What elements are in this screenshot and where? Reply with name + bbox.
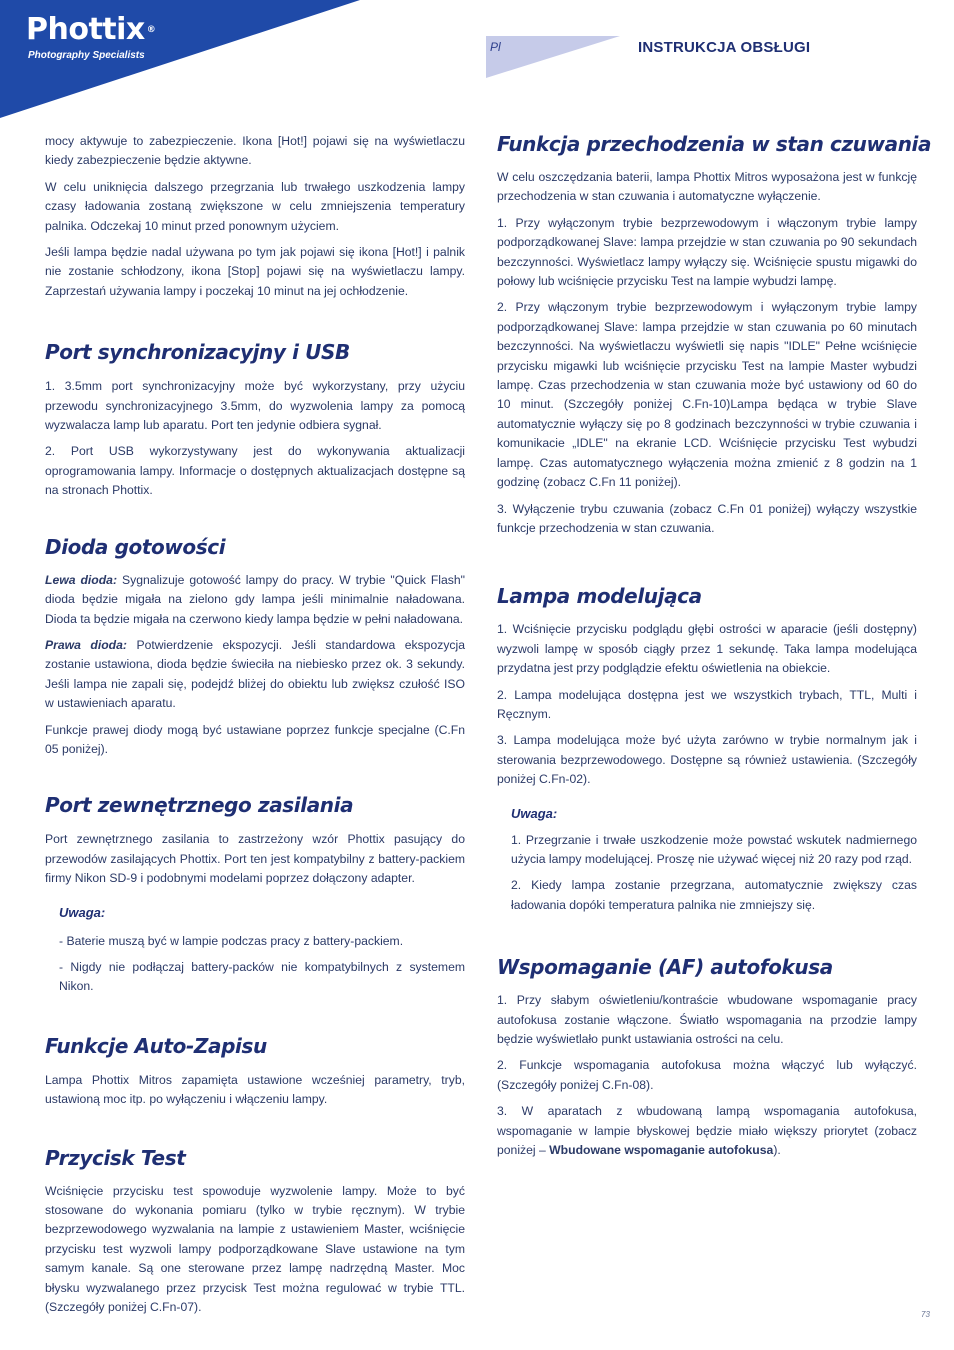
af-builtin-reference: Wbudowane wspomaganie autofokusa <box>549 1143 774 1158</box>
sync-paragraph-1: 1. 3.5mm port synchronizacyjny może być wykorzystany, przy użyciu przewodu synchronizacyjnego 3.5mm, do wyzwolenia lampy za pomocą wyzwalacza lamp lub aparatu. Port ten jedynie odbiera sygnał. <box>45 379 465 433</box>
af-paragraph-3-start: 3. W aparatach z wbudowaną lampą wspomagania autofokusa, wspomaganie w lampie błyskowej będzie miało większy priorytet (zobacz poniżej – <box>497 1104 917 1158</box>
overheat-paragraph-2: W celu uniknięcia dalszego przegrzania lub trwałego uszkodzenia lampy czasy ładowania zostaną zwiększone w celu zmniejszenia temperatury palnika. Odczekaj 10 minut przed ponownym użyciem. <box>45 179 465 233</box>
standby-paragraph-3: 2. Przy włączonym trybie bezprzewodowym i wyłączonym trybie lampy podporządkowanej Slave: lampa przejdzie w stan czuwania po 60 minutach bezczynności. Na wyświetlaczu wyświetli się napis "IDLE" Pełne wciśnięcie przycisku migawki lub wciśnięcie przycisku Test na lampie Master wybudzi lampę. Czas przechodzenia w stan czuwania może być ustawiony od 60 do 10 minut. (Szczegóły poniżej C.Fn-10)Lampa będąca w trybie Slave automatycznie wyłączy się po 8 godzinach bezczynności w trybie czuwania i komunikacie „IDLE" na ekranie LCD. Wciśnięcie przycisku Test wybudzi lampę. Czas automatycznego wyłączenia można zmienić z 8 godzin na 1 godzinę (zobacz C.Fn 11 poniżej). <box>497 300 917 490</box>
section-title-ready-led: Dioda gotowości <box>45 534 226 559</box>
right-led-text: Potwierdzenie ekspozycji. Jeśli standardowa ekspozycja zostanie ustawiona, dioda będzie świeciła na niebiesko przez ok. 3 sekundy. Jeśli lampa nie zapali się, podejdź bliżej do obiektu lub zwiększ czułość ISO w ustawieniach aparatu. <box>45 637 465 711</box>
left-led-text: Sygnalizuje gotowość lampy do pracy. W trybie "Quick Flash" dioda będzie migała na zielono gdy lampa jeśli minimalnie naładowana. Dioda ta będzie migała na czerwono kiedy lampa będzie w pełni naładowana. <box>45 572 465 626</box>
modeling-paragraph-1: 1. Wciśnięcie przycisku podglądu głębi ostrości w aparacie (jeśli dostępny) wyzwoli lampę w sposób ciągły przez 1 sekundę. Taka lampa modelująca przydatna jest przy podglądzie efektu oświetlenia na obiekcie. <box>497 622 917 676</box>
af-paragraph-3 <box>497 1102 917 1160</box>
right-led-label: Prawa dioda: <box>45 637 127 652</box>
brand-tagline: Photography Specialists <box>28 50 145 61</box>
af-paragraph-1: 1. Przy słabym oświetleniu/kontraście wbudowane wspomaganie pracy autofokusa zostanie włączone. Światło wspomagania na przodzie lampy będzie wyświetlało punkt ustawiania ostrości na celu. <box>497 993 917 1046</box>
power-note-1: - Baterie muszą być w lampie podczas pracy z battery-packiem. <box>59 933 404 948</box>
section-title-external-power: Port zewnętrznego zasilania <box>45 793 354 818</box>
af-paragraph-3-end: ). <box>773 1143 781 1158</box>
language-band <box>486 36 620 78</box>
ready-paragraph-3: Funkcje prawej diody mogą być ustawiane poprzez funkcje specjalne (C.Fn 05 poniżej). <box>45 722 465 756</box>
standby-paragraph-4: 3. Wyłączenie trybu czuwania (zobacz C.Fn 01 poniżej) wyłączy wszystkie funkcje przechodzenia w stan czuwania. <box>497 501 917 535</box>
power-paragraph-1: Port zewnętrznego zasilania to zastrzeżony wzór Phottix pasujący do przewodów zasilających Phottix. Port ten jest kompatybilny z battery-packiem firmy Nikon SD-9 i podobnymi modelami poprzez dołączony adapter. <box>45 832 465 886</box>
af-paragraph-2: 2. Funkcje wspomagania autofokusa można włączyć lub wyłączyć. (Szczegóły poniżej C.Fn-08). <box>497 1058 917 1092</box>
power-note-title: Uwaga: <box>59 904 106 920</box>
ready-left-led-paragraph <box>45 571 465 629</box>
section-title-sync-usb: Port synchronizacyjny i USB <box>45 340 350 365</box>
sync-paragraph-2: 2. Port USB wykorzystywany jest do wykonywania aktualizacji oprogramowania lampy. Informacje o dostępnych aktualizacjach dostępne są na stronach Phottix. <box>45 444 465 498</box>
power-note-2: - Nigdy nie podłączaj battery-packów nie kompatybilnych z systemem Nikon. <box>59 959 465 994</box>
registered-mark: ® <box>146 25 156 35</box>
overheat-paragraph-1: mocy aktywuje to zabezpieczenie. Ikona [Hot!] pojawi się na wyświetlaczu kiedy zabezpieczenie będzie aktywne. <box>45 134 465 168</box>
ready-right-led-paragraph <box>45 636 465 714</box>
modeling-note-1: 1. Przegrzanie i trwałe uszkodzenie może powstać wskutek nadmiernego użycia lampy modelującej. Proszę nie używać więcej niż 20 razy pod rząd. <box>511 832 917 866</box>
standby-paragraph-1: W celu oszczędzania baterii, lampa Phottix Mitros wyposażona jest w funkcję przechodzenia w stan czuwania i automatyczne wyłączenie. <box>497 170 917 204</box>
section-title-standby: Funkcja przechodzenia w stan czuwania <box>497 132 932 156</box>
modeling-note-title: Uwaga: <box>511 805 558 821</box>
brand-logo <box>26 14 155 46</box>
test-paragraph-1: Wciśnięcie przycisku test spowoduje wyzwolenie lampy. Może to być stosowane do wykonania pomiaru (tylko w trybie ręcznym). W trybie bezprzewodowego wyzwalania na lampie z ustawieniem Master, wciśnięcie przycisku test wyzwoli lampy podporządkowane Slave ustawione na tym samym kanale. Są one sterowane przez lampę nadrzędną Master. Moc błysku wyzwalanego przez przycisk Test można regulować w trybie TTL. (Szczegóły poniżej C.Fn-07). <box>45 1183 465 1315</box>
page-number: 73 <box>921 1310 930 1319</box>
section-title-modeling-lamp: Lampa modelująca <box>497 584 702 609</box>
right-column <box>497 132 932 1167</box>
manual-title: INSTRUKCJA OBSŁUGI <box>638 39 811 56</box>
section-title-autosave: Funkcje Auto-Zapisu <box>45 1033 267 1058</box>
language-code: Pl <box>490 40 501 54</box>
modeling-note-2: 2. Kiedy lampa zostanie przegrzana, automatycznie zwiększy czas ładowania dopóki temperatura palnika nie zmniejszy się. <box>511 878 917 912</box>
overheat-paragraph-3: Jeśli lampa będzie nadal używana po tym jak pojawi się ikona [Hot!] i palnik nie zostanie schłodzony, ikona [Stop] pojawi się na wyświetlaczu lampy. Zaprzestań używania lampy i poczekaj 10 minut na jej ochłodzenie. <box>45 245 465 298</box>
autosave-paragraph-1: Lampa Phottix Mitros zapamięta ustawione wcześniej parametry, tryb, ustawioną moc itp. po wyłączeniu i włączeniu lampy. <box>45 1072 465 1107</box>
left-led-label: Lewa dioda: <box>45 572 118 587</box>
brand-name: Phottix <box>26 12 145 47</box>
left-column <box>45 132 465 1324</box>
section-title-test-button: Przycisk Test <box>45 1145 186 1170</box>
modeling-paragraph-2: 2. Lampa modelująca dostępna jest we wszystkich trybach, TTL, Multi i Ręcznym. <box>497 687 917 721</box>
standby-paragraph-2: 1. Przy wyłączonym trybie bezprzewodowym i włączonym trybie lampy podporządkowanej Slave: lampa przejdzie w stan czuwania po 90 sekundach bezczynności. Wyświetlacz lampy wyłączy się. Wciśnięcie spustu migawki do połowy lub wciśnięcie przycisku Test na lampie wybudzi lampę. <box>497 215 917 289</box>
modeling-paragraph-3: 3. Lampa modelująca może być użyta zarówno w trybie normalnym jak i sterowania bezprzewodowego. Dostępne są również ustawienia. (Szczegóły poniżej C.Fn-02). <box>497 733 917 787</box>
section-title-af-assist: Wspomaganie (AF) autofokusa <box>497 955 833 980</box>
